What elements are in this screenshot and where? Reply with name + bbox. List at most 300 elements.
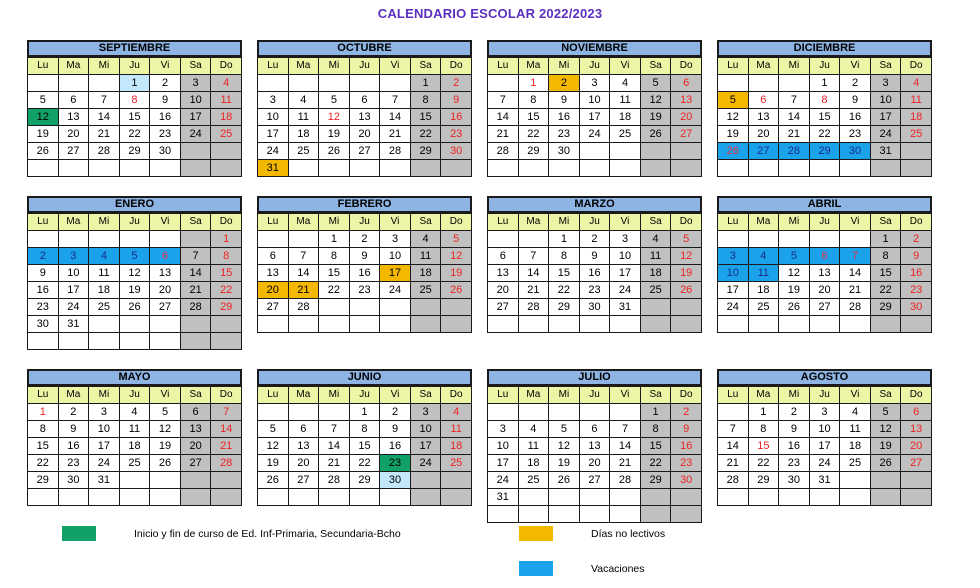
day-cell: 22 [748, 455, 779, 472]
day-cell: 21 [180, 282, 211, 299]
day-cell: 15 [410, 109, 441, 126]
empty-cell [518, 404, 549, 421]
day-cell: 26 [150, 455, 181, 472]
day-cell: 20 [488, 282, 519, 299]
day-cell: 7 [180, 248, 211, 265]
day-cell: 10 [488, 438, 519, 455]
day-cell: 13 [58, 109, 89, 126]
empty-cell [610, 160, 641, 177]
day-cell: 23 [349, 282, 380, 299]
empty-cell [319, 299, 350, 316]
empty-cell [840, 316, 871, 333]
day-cell: 21 [518, 282, 549, 299]
empty-cell [671, 316, 702, 333]
empty-cell [488, 506, 519, 523]
weekday-header: Lu [258, 387, 289, 404]
weekday-header: Lu [28, 387, 59, 404]
day-cell: 27 [671, 126, 702, 143]
weekday-header: Ju [579, 58, 610, 75]
day-cell: 2 [840, 75, 871, 92]
weekday-header: Mi [779, 58, 810, 75]
weekday-header: Lu [718, 214, 749, 231]
day-cell: 11 [288, 109, 319, 126]
empty-cell [349, 489, 380, 506]
day-cell: 22 [119, 126, 150, 143]
empty-cell [579, 160, 610, 177]
day-cell: 24 [870, 126, 901, 143]
day-cell: 2 [349, 231, 380, 248]
empty-cell [28, 489, 59, 506]
day-cell: 21 [380, 126, 411, 143]
day-cell: 5 [258, 421, 289, 438]
empty-cell [119, 316, 150, 333]
empty-cell [748, 160, 779, 177]
empty-cell [549, 316, 580, 333]
empty-cell [779, 160, 810, 177]
day-cell: 26 [779, 299, 810, 316]
day-cell: 26 [870, 455, 901, 472]
day-cell: 19 [718, 126, 749, 143]
day-cell: 31 [809, 472, 840, 489]
empty-cell [119, 489, 150, 506]
empty-cell [809, 231, 840, 248]
day-cell: 16 [579, 265, 610, 282]
weekday-header: Ju [349, 58, 380, 75]
day-cell: 22 [211, 282, 242, 299]
day-cell: 9 [901, 248, 932, 265]
day-cell: 4 [640, 231, 671, 248]
empty-cell [579, 316, 610, 333]
day-cell: 14 [89, 109, 120, 126]
day-cell: 3 [809, 404, 840, 421]
empty-cell [211, 489, 242, 506]
day-cell: 11 [640, 248, 671, 265]
empty-cell [640, 316, 671, 333]
weekday-header: Mi [89, 58, 120, 75]
empty-cell [671, 506, 702, 523]
day-cell: 7 [518, 248, 549, 265]
empty-cell [610, 404, 641, 421]
empty-cell [579, 404, 610, 421]
day-cell: 29 [349, 472, 380, 489]
day-cell: 5 [671, 231, 702, 248]
month-table [27, 213, 242, 350]
weekday-header: Do [211, 387, 242, 404]
empty-cell [640, 506, 671, 523]
weekday-header: Ma [518, 58, 549, 75]
empty-cell [349, 75, 380, 92]
weekday-header: Vi [380, 58, 411, 75]
day-cell: 11 [211, 92, 242, 109]
empty-cell [779, 75, 810, 92]
day-cell: 28 [779, 143, 810, 160]
day-cell: 28 [319, 472, 350, 489]
day-cell: 11 [119, 421, 150, 438]
empty-cell [840, 231, 871, 248]
day-cell: 14 [319, 438, 350, 455]
day-cell: 20 [671, 109, 702, 126]
empty-cell [119, 333, 150, 350]
day-cell: 14 [718, 438, 749, 455]
month-table [257, 213, 472, 333]
day-cell: 18 [119, 438, 150, 455]
weekday-header: Vi [610, 387, 641, 404]
day-cell: 3 [89, 404, 120, 421]
day-cell: 4 [89, 248, 120, 265]
day-cell: 10 [258, 109, 289, 126]
month-diciembre [717, 40, 932, 177]
weekday-header: Mi [89, 387, 120, 404]
empty-cell [349, 299, 380, 316]
weekday-header: Ju [349, 214, 380, 231]
day-cell: 9 [58, 421, 89, 438]
weekday-header: Sa [180, 58, 211, 75]
day-cell: 7 [211, 404, 242, 421]
day-cell: 1 [518, 75, 549, 92]
empty-cell [58, 75, 89, 92]
empty-cell [380, 299, 411, 316]
page-title: CALENDARIO ESCOLAR 2022/2023 [377, 6, 603, 21]
empty-cell [319, 160, 350, 177]
day-cell: 20 [579, 455, 610, 472]
empty-cell [840, 472, 871, 489]
month-table [27, 386, 242, 506]
empty-cell [28, 160, 59, 177]
empty-cell [610, 143, 641, 160]
day-cell: 16 [150, 109, 181, 126]
day-cell: 21 [610, 455, 641, 472]
day-cell: 4 [610, 75, 641, 92]
day-cell: 6 [809, 248, 840, 265]
day-cell: 5 [119, 248, 150, 265]
day-cell: 11 [901, 92, 932, 109]
day-cell: 10 [410, 421, 441, 438]
day-cell: 12 [718, 109, 749, 126]
day-cell: 22 [319, 282, 350, 299]
day-cell: 26 [258, 472, 289, 489]
day-cell: 19 [319, 126, 350, 143]
day-cell: 4 [518, 421, 549, 438]
empty-cell [488, 75, 519, 92]
day-cell: 25 [840, 455, 871, 472]
weekday-header: Vi [840, 387, 871, 404]
day-cell: 30 [579, 299, 610, 316]
weekday-header: Vi [610, 58, 641, 75]
day-cell: 8 [410, 92, 441, 109]
day-cell: 22 [518, 126, 549, 143]
day-cell: 23 [380, 455, 411, 472]
empty-cell [441, 472, 472, 489]
day-cell: 24 [488, 472, 519, 489]
day-cell: 4 [119, 404, 150, 421]
weekday-header: Mi [319, 58, 350, 75]
empty-cell [518, 231, 549, 248]
day-cell: 20 [901, 438, 932, 455]
empty-cell [258, 231, 289, 248]
day-cell: 24 [258, 143, 289, 160]
day-cell: 27 [258, 299, 289, 316]
month-title: NOVIEMBRE [487, 40, 702, 57]
empty-cell [488, 160, 519, 177]
day-cell: 24 [89, 455, 120, 472]
empty-cell [288, 231, 319, 248]
day-cell: 9 [671, 421, 702, 438]
day-cell: 23 [549, 126, 580, 143]
month-table [257, 57, 472, 177]
empty-cell [718, 489, 749, 506]
empty-cell [901, 143, 932, 160]
legend-swatch-blue [519, 561, 553, 576]
day-cell: 16 [441, 109, 472, 126]
empty-cell [319, 489, 350, 506]
weekday-header: Ju [809, 387, 840, 404]
day-cell: 30 [671, 472, 702, 489]
day-cell: 14 [288, 265, 319, 282]
day-cell: 14 [488, 109, 519, 126]
day-cell: 5 [28, 92, 59, 109]
day-cell: 15 [211, 265, 242, 282]
day-cell: 17 [89, 438, 120, 455]
day-cell: 5 [319, 92, 350, 109]
day-cell: 20 [809, 282, 840, 299]
empty-cell [380, 160, 411, 177]
day-cell: 25 [441, 455, 472, 472]
day-cell: 25 [640, 282, 671, 299]
day-cell: 9 [380, 421, 411, 438]
empty-cell [150, 333, 181, 350]
weekday-header: Ma [748, 387, 779, 404]
weekday-header: Do [671, 58, 702, 75]
weekday-header: Ma [58, 214, 89, 231]
day-cell: 8 [518, 92, 549, 109]
empty-cell [488, 231, 519, 248]
empty-cell [211, 143, 242, 160]
day-cell: 30 [380, 472, 411, 489]
empty-cell [518, 316, 549, 333]
day-cell: 24 [809, 455, 840, 472]
day-cell: 30 [901, 299, 932, 316]
day-cell: 8 [748, 421, 779, 438]
day-cell: 22 [349, 455, 380, 472]
empty-cell [410, 472, 441, 489]
day-cell: 27 [748, 143, 779, 160]
empty-cell [840, 160, 871, 177]
weekday-header: Lu [258, 58, 289, 75]
weekday-header: Ju [119, 214, 150, 231]
empty-cell [809, 160, 840, 177]
month-title: MAYO [27, 369, 242, 386]
day-cell: 16 [840, 109, 871, 126]
empty-cell [441, 160, 472, 177]
day-cell: 10 [89, 421, 120, 438]
weekday-header: Mi [89, 214, 120, 231]
empty-cell [518, 489, 549, 506]
day-cell: 31 [258, 160, 289, 177]
empty-cell [610, 506, 641, 523]
day-cell: 25 [211, 126, 242, 143]
legend-vacaciones [519, 561, 645, 576]
day-cell: 16 [779, 438, 810, 455]
day-cell: 21 [718, 455, 749, 472]
day-cell: 3 [180, 75, 211, 92]
empty-cell [28, 231, 59, 248]
empty-cell [89, 333, 120, 350]
day-cell: 31 [89, 472, 120, 489]
day-cell: 8 [319, 248, 350, 265]
weekday-header: Lu [718, 387, 749, 404]
empty-cell [180, 160, 211, 177]
empty-cell [718, 231, 749, 248]
empty-cell [258, 316, 289, 333]
day-cell: 19 [870, 438, 901, 455]
empty-cell [579, 143, 610, 160]
day-cell: 16 [671, 438, 702, 455]
day-cell: 13 [901, 421, 932, 438]
day-cell: 27 [58, 143, 89, 160]
month-noviembre [487, 40, 702, 177]
weekday-header: Ju [579, 387, 610, 404]
day-cell: 26 [671, 282, 702, 299]
day-cell: 23 [150, 126, 181, 143]
empty-cell [180, 333, 211, 350]
day-cell: 26 [718, 143, 749, 160]
day-cell: 22 [410, 126, 441, 143]
month-enero [27, 196, 242, 350]
empty-cell [58, 160, 89, 177]
day-cell: 24 [610, 282, 641, 299]
weekday-header: Ju [349, 387, 380, 404]
day-cell: 24 [58, 299, 89, 316]
day-cell: 18 [640, 265, 671, 282]
weekday-header: Lu [28, 58, 59, 75]
empty-cell [748, 489, 779, 506]
weekday-header: Do [901, 58, 932, 75]
weekday-header: Lu [488, 58, 519, 75]
day-cell: 9 [840, 92, 871, 109]
day-cell: 3 [380, 231, 411, 248]
weekday-header: Do [441, 58, 472, 75]
day-cell: 30 [779, 472, 810, 489]
weekday-header: Sa [410, 214, 441, 231]
day-cell: 11 [748, 265, 779, 282]
day-cell: 23 [840, 126, 871, 143]
day-cell: 9 [779, 421, 810, 438]
day-cell: 3 [870, 75, 901, 92]
day-cell: 28 [380, 143, 411, 160]
day-cell: 15 [640, 438, 671, 455]
weekday-header: Ma [748, 58, 779, 75]
month-title: OCTUBRE [257, 40, 472, 57]
day-cell: 30 [150, 143, 181, 160]
weekday-header: Do [211, 214, 242, 231]
day-cell: 13 [258, 265, 289, 282]
day-cell: 27 [150, 299, 181, 316]
day-cell: 13 [488, 265, 519, 282]
empty-cell [150, 316, 181, 333]
legend-no-lectivo [519, 526, 665, 541]
day-cell: 22 [549, 282, 580, 299]
weekday-header: Ma [58, 58, 89, 75]
empty-cell [671, 299, 702, 316]
empty-cell [28, 75, 59, 92]
empty-cell [380, 489, 411, 506]
day-cell: 6 [58, 92, 89, 109]
day-cell: 29 [211, 299, 242, 316]
empty-cell [89, 316, 120, 333]
day-cell: 9 [579, 248, 610, 265]
day-cell: 4 [748, 248, 779, 265]
month-title: ENERO [27, 196, 242, 213]
empty-cell [180, 472, 211, 489]
weekday-header: Ma [518, 214, 549, 231]
empty-cell [211, 316, 242, 333]
empty-cell [180, 489, 211, 506]
day-cell: 17 [488, 455, 519, 472]
empty-cell [258, 489, 289, 506]
day-cell: 1 [410, 75, 441, 92]
day-cell: 5 [640, 75, 671, 92]
day-cell: 1 [809, 75, 840, 92]
day-cell: 6 [349, 92, 380, 109]
empty-cell [779, 231, 810, 248]
empty-cell [89, 75, 120, 92]
day-cell: 2 [779, 404, 810, 421]
month-table [717, 386, 932, 506]
weekday-header: Sa [640, 58, 671, 75]
empty-cell [640, 299, 671, 316]
day-cell: 14 [380, 109, 411, 126]
empty-cell [349, 316, 380, 333]
day-cell: 19 [150, 438, 181, 455]
day-cell: 2 [441, 75, 472, 92]
day-cell: 25 [518, 472, 549, 489]
day-cell: 10 [809, 421, 840, 438]
empty-cell [870, 472, 901, 489]
day-cell: 12 [870, 421, 901, 438]
empty-cell [288, 316, 319, 333]
day-cell: 17 [870, 109, 901, 126]
day-cell: 1 [119, 75, 150, 92]
empty-cell [640, 143, 671, 160]
day-cell: 26 [549, 472, 580, 489]
day-cell: 17 [180, 109, 211, 126]
empty-cell [549, 404, 580, 421]
day-cell: 4 [288, 92, 319, 109]
day-cell: 28 [718, 472, 749, 489]
day-cell: 17 [380, 265, 411, 282]
empty-cell [549, 506, 580, 523]
day-cell: 13 [349, 109, 380, 126]
weekday-header: Lu [718, 58, 749, 75]
day-cell: 7 [840, 248, 871, 265]
month-table [257, 386, 472, 506]
empty-cell [671, 160, 702, 177]
empty-cell [748, 75, 779, 92]
day-cell: 8 [119, 92, 150, 109]
day-cell: 23 [58, 455, 89, 472]
day-cell: 10 [870, 92, 901, 109]
day-cell: 18 [840, 438, 871, 455]
weekday-header: Sa [410, 58, 441, 75]
day-cell: 16 [28, 282, 59, 299]
empty-cell [89, 489, 120, 506]
day-cell: 20 [349, 126, 380, 143]
day-cell: 2 [28, 248, 59, 265]
empty-cell [319, 75, 350, 92]
day-cell: 22 [640, 455, 671, 472]
day-cell: 18 [748, 282, 779, 299]
empty-cell [870, 489, 901, 506]
